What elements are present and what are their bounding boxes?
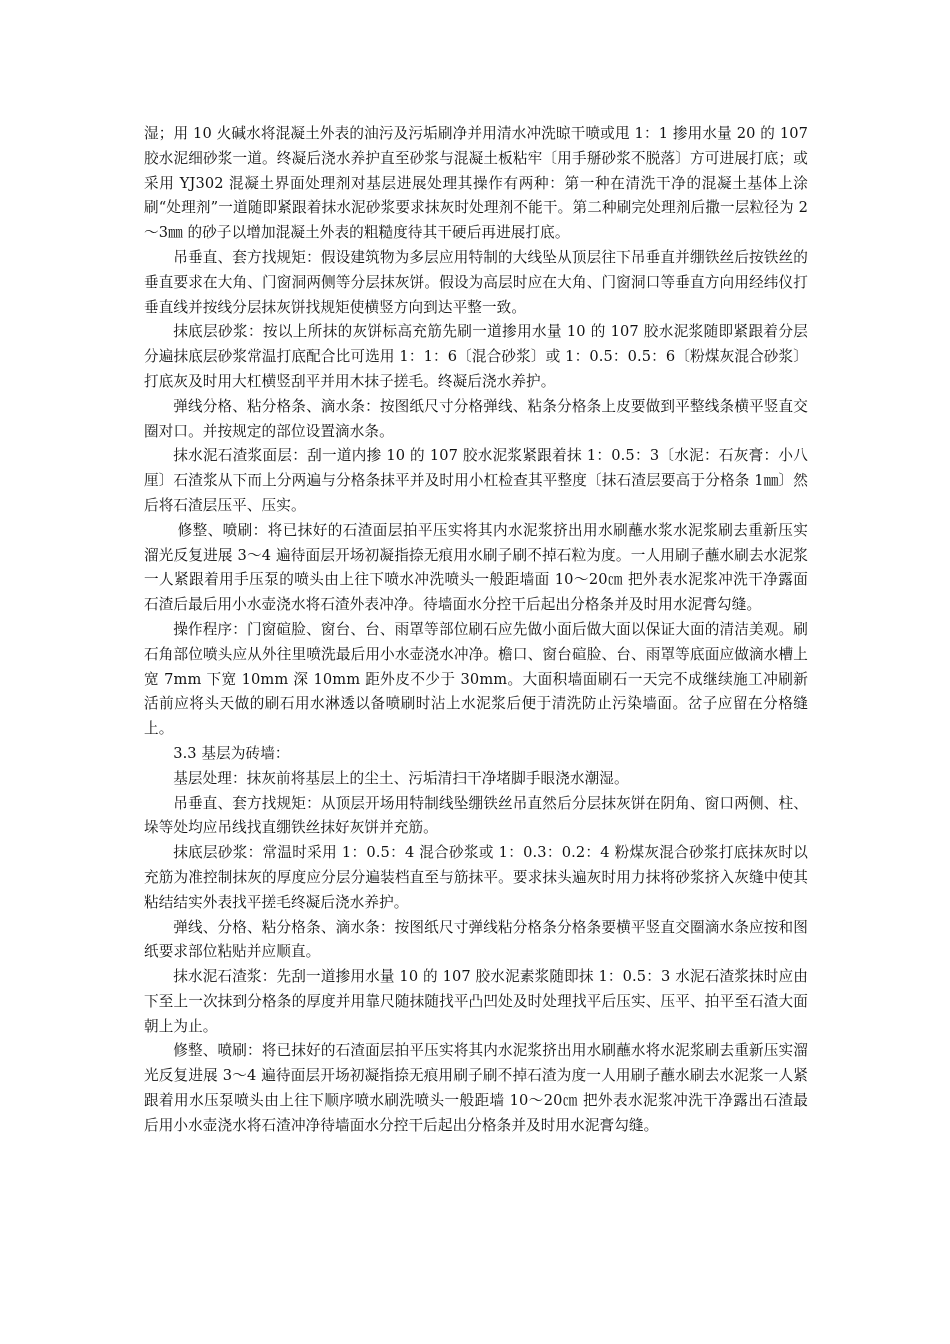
section-heading-brick-wall: 3.3 基层为砖墙： [173, 744, 290, 762]
paragraph-base-treatment: 基层处理：抹灰前将基层上的尘土、污垢清扫干净堵脚手眼浇水潮湿。 [173, 769, 629, 787]
paragraph-line-division: 弹线分格、粘分格条、滴水条：按图纸尺寸分格弹线、粘条分格条上皮要做到平整线条横平竖直交圈对口。并按规定的部位设置滴水条。 [144, 397, 808, 440]
paragraph-trimming-spraying: 修整、喷刷：将已抹好的石渣面层拍平压实将其内水泥浆挤出用水刷蘸水浆水泥浆刷去重新压实溜光反复进展 3～4 遍待面层开场初凝指捺无痕用水刷子刷不掉石粒为度。一人用刷子蘸水刷去水泥浆一人紧跟着用手压泵的喷头由上往下喷水冲洗喷头一般距墙面 10～20㎝ 把外表水泥浆冲洗干净露面石渣后最后用小水壶浇水将石渣外表冲净。待墙面水分控干后起出分格条并及时用水泥膏勾缝。 [144, 521, 808, 614]
paragraph-brick-base-mortar: 抹底层砂浆：常温时采用 1：0.5：4 混合砂浆或 1：0.3：0.2：4 粉煤灰混合砂浆打底抹灰时以充筋为准控制抹灰的厚度应分层分遍装档直至与筋抹平。要求抹头遍灰时用力抹将砂浆挤入灰缝中使其粘结结实外表找平搓毛终凝后浇水养护。 [144, 844, 808, 911]
paragraph-continuation: 湿；用 10 火碱水将混凝土外表的油污及污垢刷净并用清水冲洗晾干喷或甩 1：1 掺用水量 20 的 107 胶水泥细砂浆一道。终凝后浇水养护直至砂浆与混凝土板粘牢〔用手掰砂浆不脱落〕方可进展打底；或采用 YJ302 混凝土界面处理剂对基层进展处理其操作有两种：第一种在清洗干净的混凝土基体上涂刷“处理剂”一道随即紧跟着抹水泥砂浆要求抹灰时处理剂不能干。第二种刷完处理剂后撒一层粒径为 2～3㎜ 的砂子以增加混凝土外表的粗糙度待其干硬后再进展打底。 [144, 125, 808, 242]
paragraph-brick-plumb-square: 吊垂直、套方找规矩：从顶层开场用特制线坠绷铁丝吊直然后分层抹灰饼在阴角、窗口两侧、柱、垛等处均应吊线找直绷铁丝抹好灰饼并充筋。 [144, 794, 808, 837]
paragraph-stone-slurry-layer: 抹水泥石渣浆面层：刮一道内掺 10 的 107 胶水泥浆紧跟着抹 1：0.5：3〔水泥：石灰膏：小八厘〕石渣浆从下而上分两遍与分格条抹平并及时用小杠检查其平整度〔抹石渣层要高于分格条 1㎜〕然后将石渣层压平、压实。 [144, 447, 808, 514]
paragraph-brick-trimming-spraying: 修整、喷刷：将已抹好的石渣面层拍平压实将其内水泥浆挤出用水刷蘸水将水泥浆刷去重新压实溜光反复进展 3～4 遍待面层开场初凝指捺无痕用刷子刷不掉石渣为度一人用刷子蘸水刷去水泥浆一人紧跟着用水压泵喷头由上往下顺序喷水刷洗喷头一般距墙 10～20㎝ 把外表水泥浆冲洗干净露出石渣最后用小水壶浇水将石渣冲净待墙面水分控干后起出分格条并及时用水泥膏勾缝。 [144, 1042, 808, 1134]
paragraph-operating-procedure: 操作程序：门窗碹脸、窗台、台、雨罩等部位刷石应先做小面后做大面以保证大面的清洁美观。刷石角部位喷头应从外往里喷洗最后用小水壶浇水冲净。檐口、窗台碹脸、台、雨罩等底面应做滴水槽上宽 7mm 下宽 10mm 深 10mm 距外皮不少于 30mm。大面积墙面刷石一天完不成继续施工冲刷新活前应将头天做的刷石用水淋透以备喷刷时沾上水泥浆后便于清洗防止污染墙面。岔子应留在分格缝上。 [144, 620, 808, 738]
paragraph-base-mortar: 抹底层砂浆：按以上所抹的灰饼标高充筋先刷一道掺用水量 10 的 107 胶水泥浆随即紧跟着分层分遍抹底层砂浆常温打底配合比可选用 1：1：6〔混合砂浆〕或 1：0.5：0.5：6〔粉煤灰混合砂浆〕打底灰及时用大杠横竖刮平并用木抹子搓毛。终凝后浇水养护。 [144, 323, 808, 390]
document-body [144, 122, 808, 1139]
paragraph-brick-stone-slurry: 抹水泥石渣浆：先刮一道掺用水量 10 的 107 胶水泥素浆随即抹 1：0.5：3 水泥石渣浆抹时应由下至上一次抹到分格条的厚度并用靠尺随抹随找平凸凹处及时处理找平后压实、压平、拍平至石渣大面朝上为止。 [144, 968, 808, 1035]
paragraph-plumb-square: 吊垂直、套方找规矩：假设建筑物为多层应用特制的大线坠从顶层往下吊垂直并绷铁丝后按铁丝的垂直要求在大角、门窗洞两侧等分层抹灰饼。假设为高层时应在大角、门窗洞口等垂直方向用经纬仪打垂直线并按线分层抹灰饼找规矩使横竖方向到达平整一致。 [144, 248, 808, 316]
paragraph-brick-line-division: 弹线、分格、粘分格条、滴水条：按图纸尺寸弹线粘分格条分格条要横平竖直交圈滴水条应按和图纸要求部位粘贴并应顺直。 [144, 918, 808, 961]
